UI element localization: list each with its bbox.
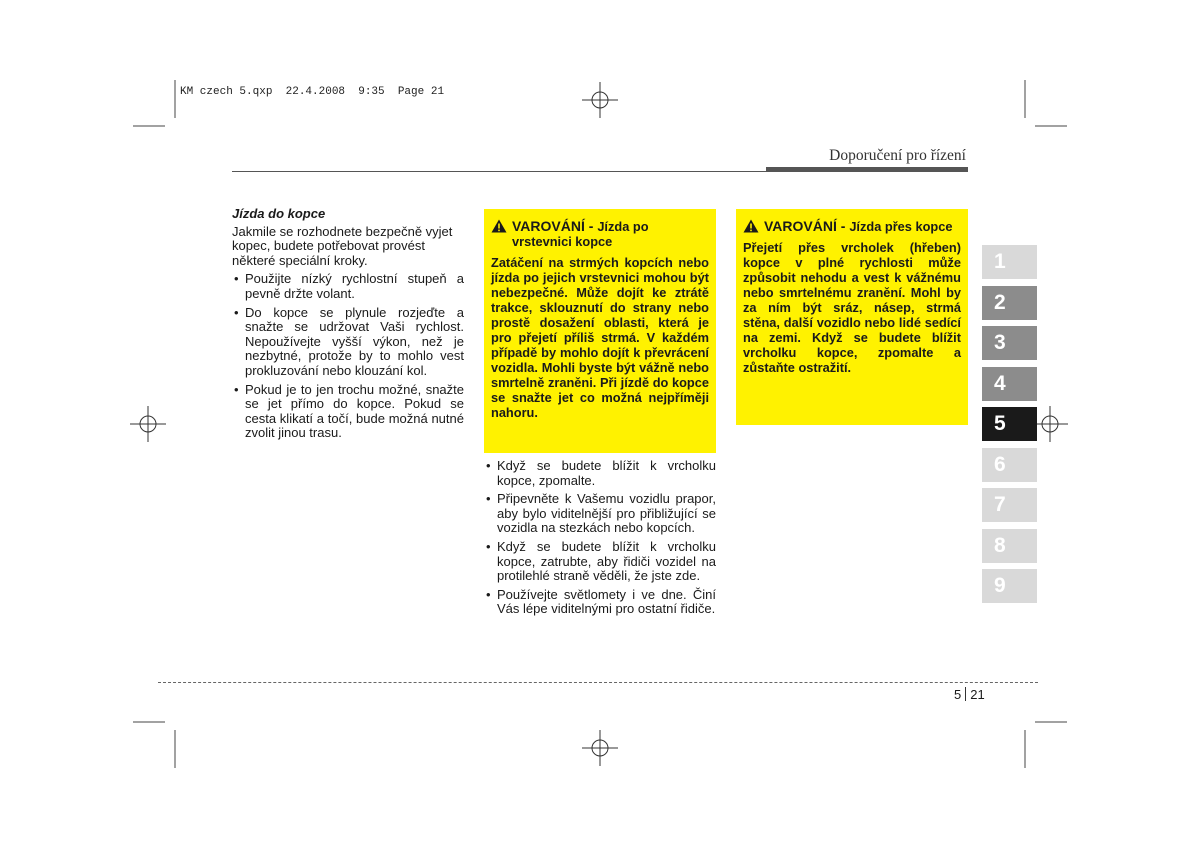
warning-text: Přejetí přes vrcholek (hřeben) kopce v plné rychlosti může způsobit nehodu a vest k vážnému nebo smrtelnému zranění. Mohl by za ním být sráz, násep, strmá stěna, další vozidlo nebo lidé sedící na zemi. Když se budete blížit vrcholku kopce, zpomalte a zůstaňte ostražití.	[743, 240, 961, 375]
page-chapter: 5	[954, 687, 962, 702]
warning-box-crest	[736, 209, 968, 425]
registration-mark-right	[1032, 406, 1068, 442]
chapter-tab-1[interactable]: 1	[982, 245, 1037, 279]
page-number	[954, 687, 985, 702]
intro-paragraph: Jakmile se rozhodnete bezpečně vyjet kopec, budete potřebovat provést některé speciální kroky.	[232, 223, 453, 268]
header-rule-thick	[766, 167, 968, 172]
subheading: Jízda do kopce	[232, 206, 326, 221]
registration-mark-bottom	[582, 730, 618, 766]
warning-text: Zatáčení na strmých kopcích nebo jízda po jejich vrstevnici mohou být nebezpečné. Může dojít ke ztrátě trakce, sklouznutí do strany nebo prostě dosažení oblasti, která je pro přejetí příliš strmá. V každém případě by mohlo dojít k převrácení vozidla. Mohli byste být vážně nebo smrtelně zraněni. Při jízdě do kopce se snažte jet co možná nejpříměji nahoru.	[491, 255, 709, 420]
section-title: Doporučení pro řízení	[829, 147, 966, 164]
chapter-tab-6[interactable]: 6	[982, 448, 1037, 482]
left-column	[232, 207, 464, 445]
warning-label: VAROVÁNÍ -	[764, 218, 846, 234]
left-bullet-list	[232, 272, 464, 441]
registration-mark-top	[582, 82, 618, 118]
chapter-tab-2[interactable]: 2	[982, 286, 1037, 320]
header-rule	[232, 171, 766, 172]
list-item: • Použijte nízký rychlostní stupeň a pevně držte volant.	[232, 272, 464, 301]
list-item: • Když se budete blížit k vrcholku kopce, zatrubte, aby řidiči vozidel na protilehlé straně věděli, že jste zde.	[484, 540, 716, 584]
middle-bullet-list	[484, 459, 716, 617]
warning-subject: Jízda po vrstevnici kopce	[512, 219, 649, 249]
warning-label: VAROVÁNÍ -	[512, 218, 594, 234]
middle-column	[484, 459, 716, 621]
chapter-tabs	[982, 245, 1037, 610]
list-item: • Do kopce se plynule rozjeďte a snažte se udržovat Vaši rychlost. Nepoužívejte vyšší výkon, než je nezbytné, protože by to mohlo vest prokluzování nebo klouzání kol.	[232, 306, 464, 379]
chapter-tab-7[interactable]: 7	[982, 488, 1037, 522]
warning-title	[491, 219, 709, 249]
chapter-tab-5[interactable]: 5	[982, 407, 1037, 441]
chapter-tab-9[interactable]: 9	[982, 569, 1037, 603]
print-header: KM czech 5.qxp 22.4.2008 9:35 Page 21	[180, 86, 445, 98]
list-item: • Pokud je to jen trochu možné, snažte se jet přímo do kopce. Pokud se cesta klikatí a točí, bude možná nutné zvolit jinou trasu.	[232, 383, 464, 441]
list-item: • Používejte světlomety i ve dne. Činí Vás lépe viditelnými pro ostatní řidiče.	[484, 588, 716, 617]
warning-triangle-icon	[743, 219, 759, 233]
footer-rule	[158, 682, 1038, 683]
warning-triangle-icon	[491, 219, 507, 233]
list-item: • Když se budete blížit k vrcholku kopce, zpomalte.	[484, 459, 716, 488]
warning-box-side-slope	[484, 209, 716, 453]
warning-title	[743, 219, 961, 234]
warning-subject: Jízda přes kopce	[849, 219, 953, 234]
chapter-tab-8[interactable]: 8	[982, 529, 1037, 563]
chapter-tab-3[interactable]: 3	[982, 326, 1037, 360]
chapter-tab-4[interactable]: 4	[982, 367, 1037, 401]
registration-mark-left	[130, 406, 166, 442]
list-item: • Připevněte k Vašemu vozidlu prapor, aby bylo viditelnější pro přibližující se vozidla na stezkách nebo kopcích.	[484, 492, 716, 536]
page-index: 21	[970, 687, 985, 702]
